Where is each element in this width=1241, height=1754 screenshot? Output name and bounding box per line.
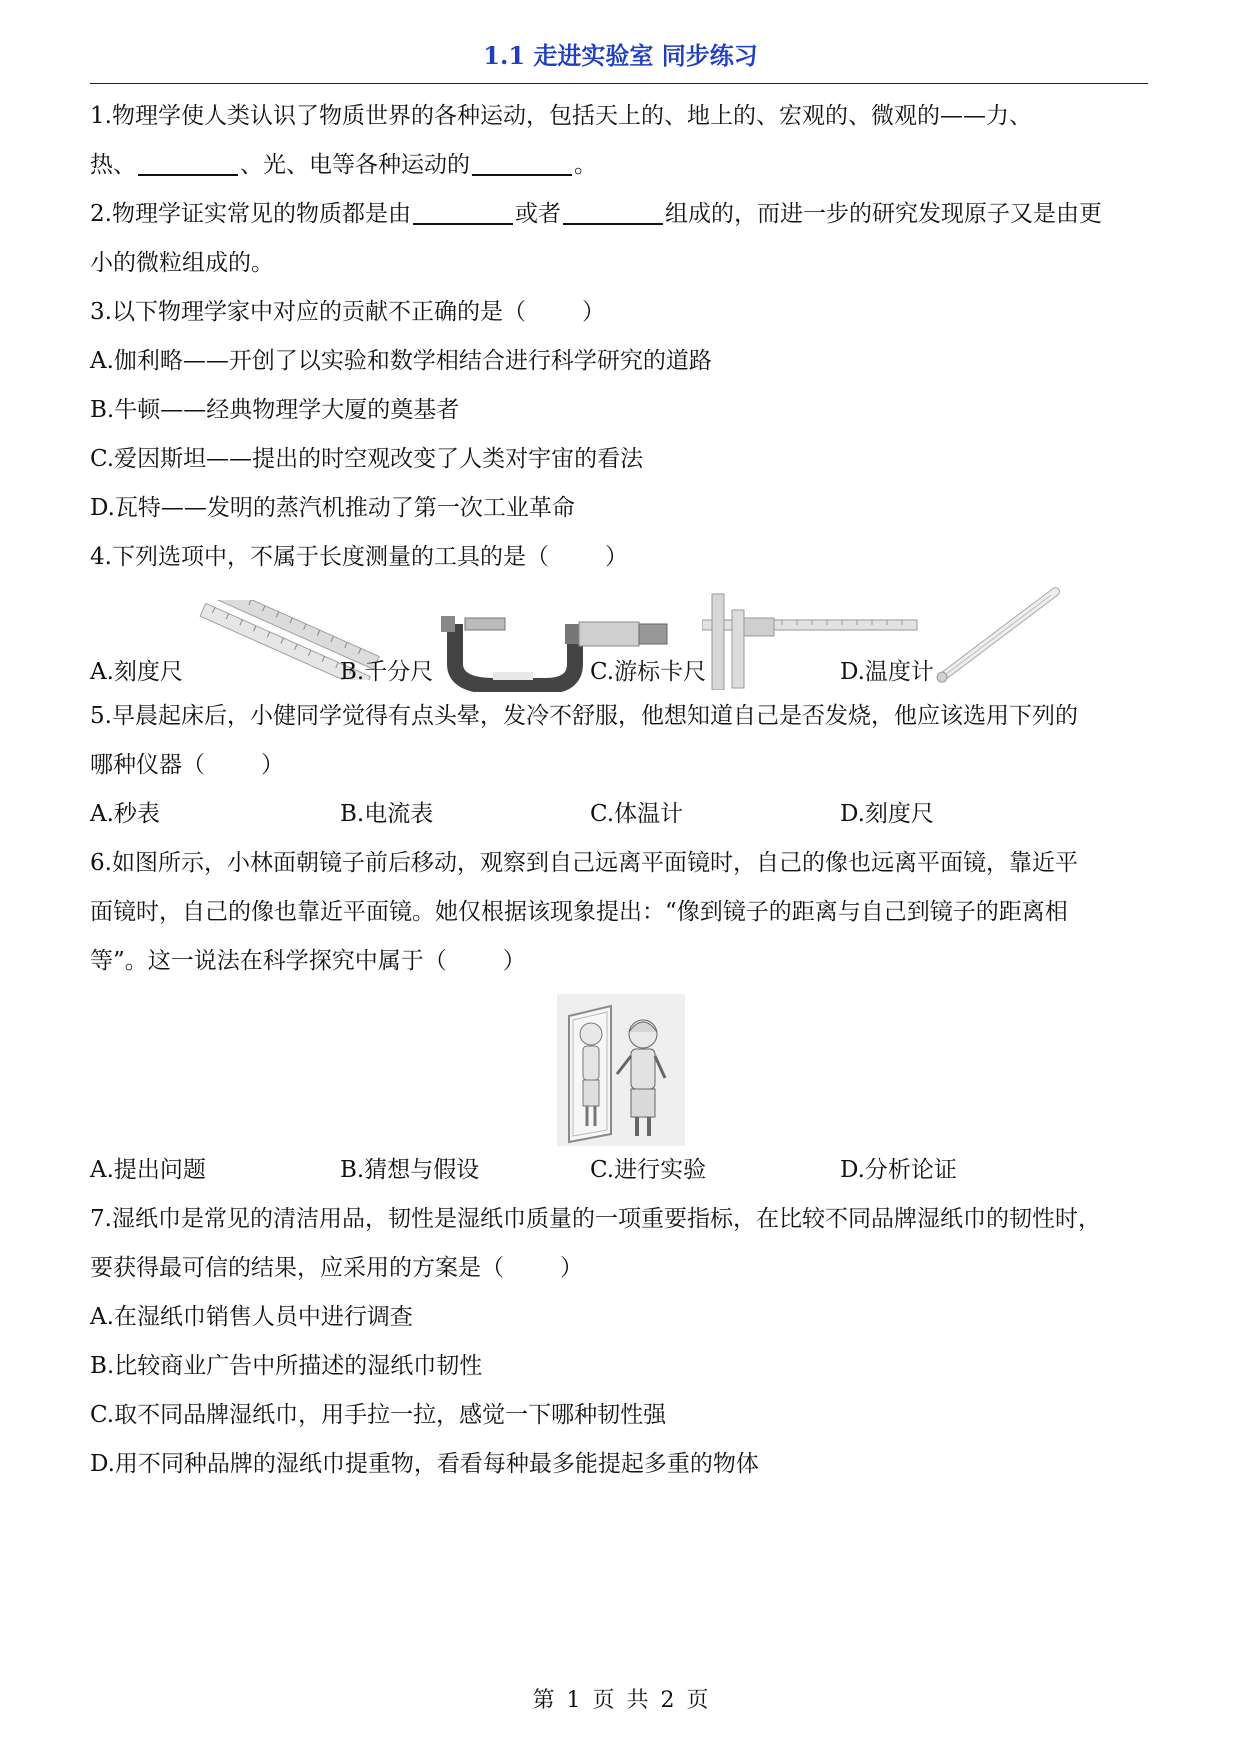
q7-stem-text: 要获得最可信的结果，应采用的方案是（ [90,1255,504,1281]
q6-options-row [90,1146,1160,1195]
footer-text: 页 [686,1688,709,1713]
q6-stem-text: 等”。这一说法在科学探究中属于（ [90,948,447,974]
q1-text-a: 热、 [90,152,136,178]
q6-figure-area [90,986,1160,1146]
q7-line2 [90,1244,1160,1293]
q2-line1 [90,190,1160,239]
q4-option-a: A.刻度尺 [90,659,183,685]
title-underline [90,83,1148,84]
q6-option-d: D.分析论证 [840,1157,957,1183]
q5-option-a: A.秒表 [90,801,160,827]
q3-stem-close: ） [581,299,605,325]
q6-line2: 面镜时，自己的像也靠近平面镜。她仅根据该现象提出：“像到镜子的距离与自己到镜子的距离相 [90,899,1068,925]
q6-line3 [90,937,1160,986]
q7-stem-close: ） [560,1255,583,1281]
q6-line1: 6.如图所示，小林面朝镜子前后移动，观察到自己远离平面镜时，自己的像也远离平面镜，靠近平 [90,850,1078,876]
q3-stem [90,288,1160,337]
q3-option-c: C.爱因斯坦——提出的时空观改变了人类对宇宙的看法 [90,446,644,472]
q6-stem-close: ） [502,948,526,974]
q4-stem-close: ） [604,544,628,570]
footer-text: 第 [532,1688,555,1713]
q1-line2 [90,141,1160,190]
q6-option-b: B.猜想与假设 [340,1157,480,1183]
q5-option-b: B.电流表 [340,801,434,827]
q4-option-d: D.温度计 [840,659,934,685]
q5-line2 [90,741,1160,790]
q7-option-a: A.在湿纸巾销售人员中进行调查 [90,1304,413,1330]
q3-option-b: B.牛顿——经典物理学大厦的奠基者 [90,397,460,423]
answer-blank [413,193,513,225]
q7-option-b: B.比较商业广告中所描述的湿纸巾韧性 [90,1353,483,1379]
answer-blank [138,144,238,176]
thermometer-icon [935,586,1065,686]
q2-text-a: 2.物理学证实常见的物质都是由 [90,201,411,227]
total-page-number: 2 [660,1688,675,1713]
q3-option-a: A.伽利略——开创了以实验和数学相结合进行科学研究的道路 [90,348,712,374]
q6-option-c: C.进行实验 [590,1157,707,1183]
q1-line1: 1.物理学使人类认识了物质世界的各种运动，包括天上的、地上的、宏观的、微观的——力、 [90,103,1032,129]
q4-options-row [90,582,1160,692]
footer-text: 共 [626,1688,649,1713]
q5-options-row [90,790,1160,839]
answer-blank [563,193,663,225]
q7-option-d: D.用不同种品牌的湿纸巾提重物，看看每种最多能提起多重的物体 [90,1451,759,1477]
q5-stem-text: 哪种仪器（ [90,752,205,778]
page-title: 1.1 走进实验室 同步练习 [483,41,758,70]
page-footer [0,1683,1241,1714]
answer-blank [472,144,572,176]
q1-text-c: 。 [574,152,597,178]
q1-text-b: 、光、电等各种运动的 [240,152,470,178]
q3-stem-text: 3.以下物理学家中对应的贡献不正确的是（ [90,299,526,325]
q2-text-b: 或者 [514,201,561,227]
q4-stem-text: 4.下列选项中，不属于长度测量的工具的是（ [90,544,549,570]
q2-line2: 小的微粒组成的。 [90,250,274,276]
question-list [90,92,1160,1489]
q5-option-c: C.体温计 [590,801,684,827]
q6-option-a: A.提出问题 [90,1157,206,1183]
q7-option-c: C.取不同品牌湿纸巾，用手拉一拉，感觉一下哪种韧性强 [90,1402,667,1428]
current-page-number: 1 [566,1688,581,1713]
q2-text-c: 组成的，而进一步的研究发现原子又是由更 [664,201,1102,227]
q5-line1: 5.早晨起床后，小健同学觉得有点头晕，发冷不舒服，他想知道自己是否发烧，他应该选用下列的 [90,703,1078,729]
q5-option-d: D.刻度尺 [840,801,934,827]
q3-option-d: D.瓦特——发明的蒸汽机推动了第一次工业革命 [90,495,575,521]
q7-line1: 7.湿纸巾是常见的清洁用品，韧性是湿纸巾质量的一项重要指标，在比较不同品牌湿纸巾的韧性时， [90,1206,1101,1232]
q4-option-b: B.千分尺 [340,659,434,685]
q4-option-c: C.游标卡尺 [590,659,707,685]
q5-stem-close: ） [261,752,284,778]
q4-stem [90,533,1160,582]
footer-text: 页 [592,1688,615,1713]
mirror-girl-illustration [557,994,685,1146]
